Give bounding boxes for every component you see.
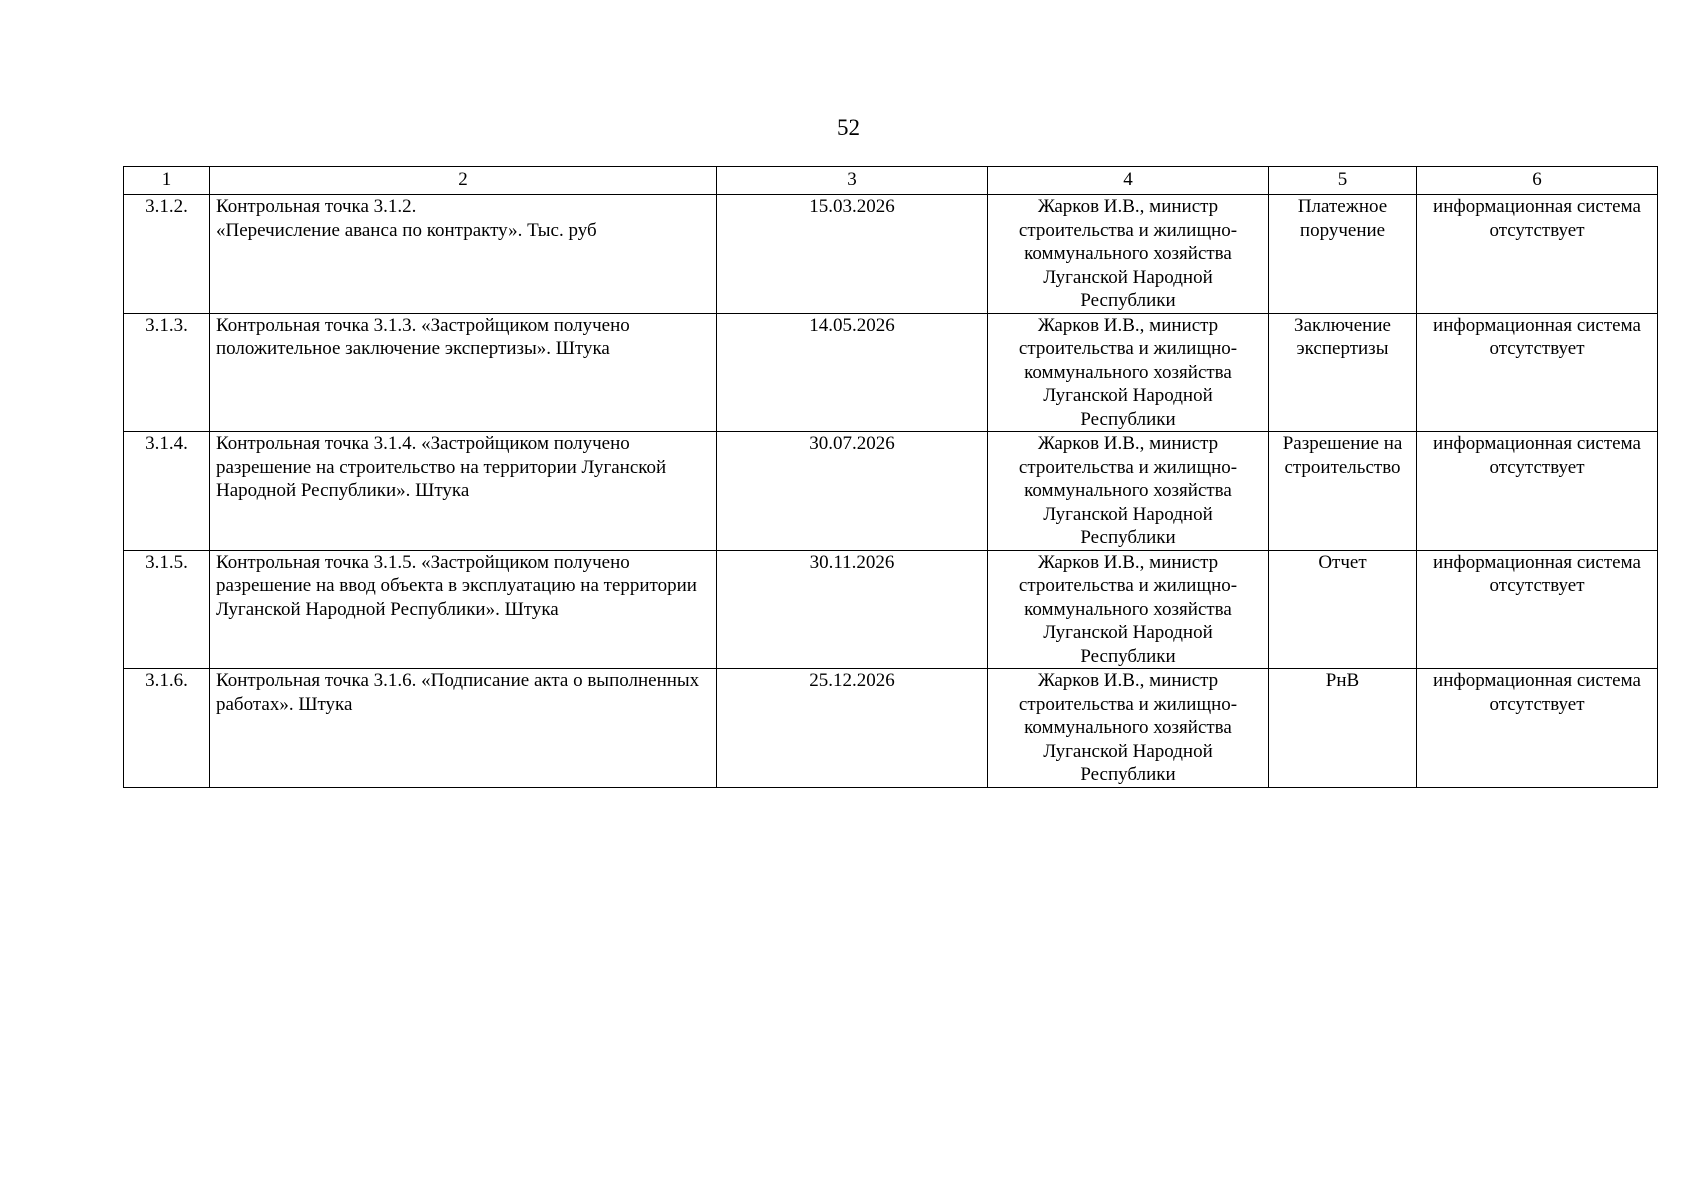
row-description-text: Контрольная точка 3.1.6. «Подписание акта о выполненных работах». Штука: [216, 670, 700, 715]
control-points-table: [123, 166, 1658, 788]
row-responsible: Жарков И.В., министр строительства и жилищно-коммунального хозяйства Луганской Народной Республики: [988, 669, 1269, 788]
row-description-text: Контрольная точка 3.1.3. «Застройщиком получено положительное заключение экспертизы». Штука: [216, 314, 630, 359]
column-header-6: 6: [1417, 167, 1658, 195]
row-document: Отчет: [1269, 550, 1417, 669]
column-header-5: 5: [1269, 167, 1417, 195]
row-description: [210, 195, 717, 314]
row-description-text: Контрольная точка 3.1.5. «Застройщиком получено разрешение на ввод объекта в эксплуатацию на территории Луганской Народной Республики». Штука: [216, 551, 697, 620]
table-row: [124, 432, 1658, 551]
table-header-row: [124, 167, 1658, 195]
row-number: 3.1.6.: [124, 669, 210, 788]
row-description: [210, 313, 717, 432]
row-document: РнВ: [1269, 669, 1417, 788]
row-responsible: Жарков И.В., министр строительства и жилищно-коммунального хозяйства Луганской Народной Республики: [988, 432, 1269, 551]
column-header-2: 2: [210, 167, 717, 195]
row-document: Заключение экспертизы: [1269, 313, 1417, 432]
row-description-text: Контрольная точка 3.1.4. «Застройщиком получено разрешение на строительство на территории Луганской Народной Республики». Штука: [216, 433, 667, 501]
row-document: Разрешение на строительство: [1269, 432, 1417, 551]
row-responsible: Жарков И.В., министр строительства и жилищно-коммунального хозяйства Луганской Народной Республики: [988, 195, 1269, 314]
table-row: [124, 550, 1658, 669]
row-information-system: информационная система отсутствует: [1417, 313, 1658, 432]
row-description: [210, 669, 717, 788]
row-number: 3.1.4.: [124, 432, 210, 551]
row-date: 15.03.2026: [717, 195, 988, 314]
row-information-system: информационная система отсутствует: [1417, 195, 1658, 314]
row-responsible: Жарков И.В., министр строительства и жилищно-коммунального хозяйства Луганской Народной Республики: [988, 313, 1269, 432]
row-description: [210, 550, 717, 669]
table-row: [124, 669, 1658, 788]
row-information-system: информационная система отсутствует: [1417, 669, 1658, 788]
row-date: 30.11.2026: [717, 550, 988, 669]
row-date: 25.12.2026: [717, 669, 988, 788]
row-number: 3.1.3.: [124, 313, 210, 432]
table-row: [124, 195, 1658, 314]
column-header-1: 1: [124, 167, 210, 195]
row-number: 3.1.5.: [124, 550, 210, 669]
row-description: [210, 432, 717, 551]
row-responsible: Жарков И.В., министр строительства и жилищно-коммунального хозяйства Луганской Народной Республики: [988, 550, 1269, 669]
row-date: 14.05.2026: [717, 313, 988, 432]
row-description-text: Контрольная точка 3.1.2. «Перечисление аванса по контракту». Тыс. руб: [216, 196, 597, 241]
row-information-system: информационная система отсутствует: [1417, 432, 1658, 551]
row-document: Платежное поручение: [1269, 195, 1417, 314]
page-number: 52: [837, 115, 860, 140]
row-date: 30.07.2026: [717, 432, 988, 551]
column-header-4: 4: [988, 167, 1269, 195]
column-header-3: 3: [717, 167, 988, 195]
table-row: [124, 313, 1658, 432]
row-number: 3.1.2.: [124, 195, 210, 314]
row-information-system: информационная система отсутствует: [1417, 550, 1658, 669]
